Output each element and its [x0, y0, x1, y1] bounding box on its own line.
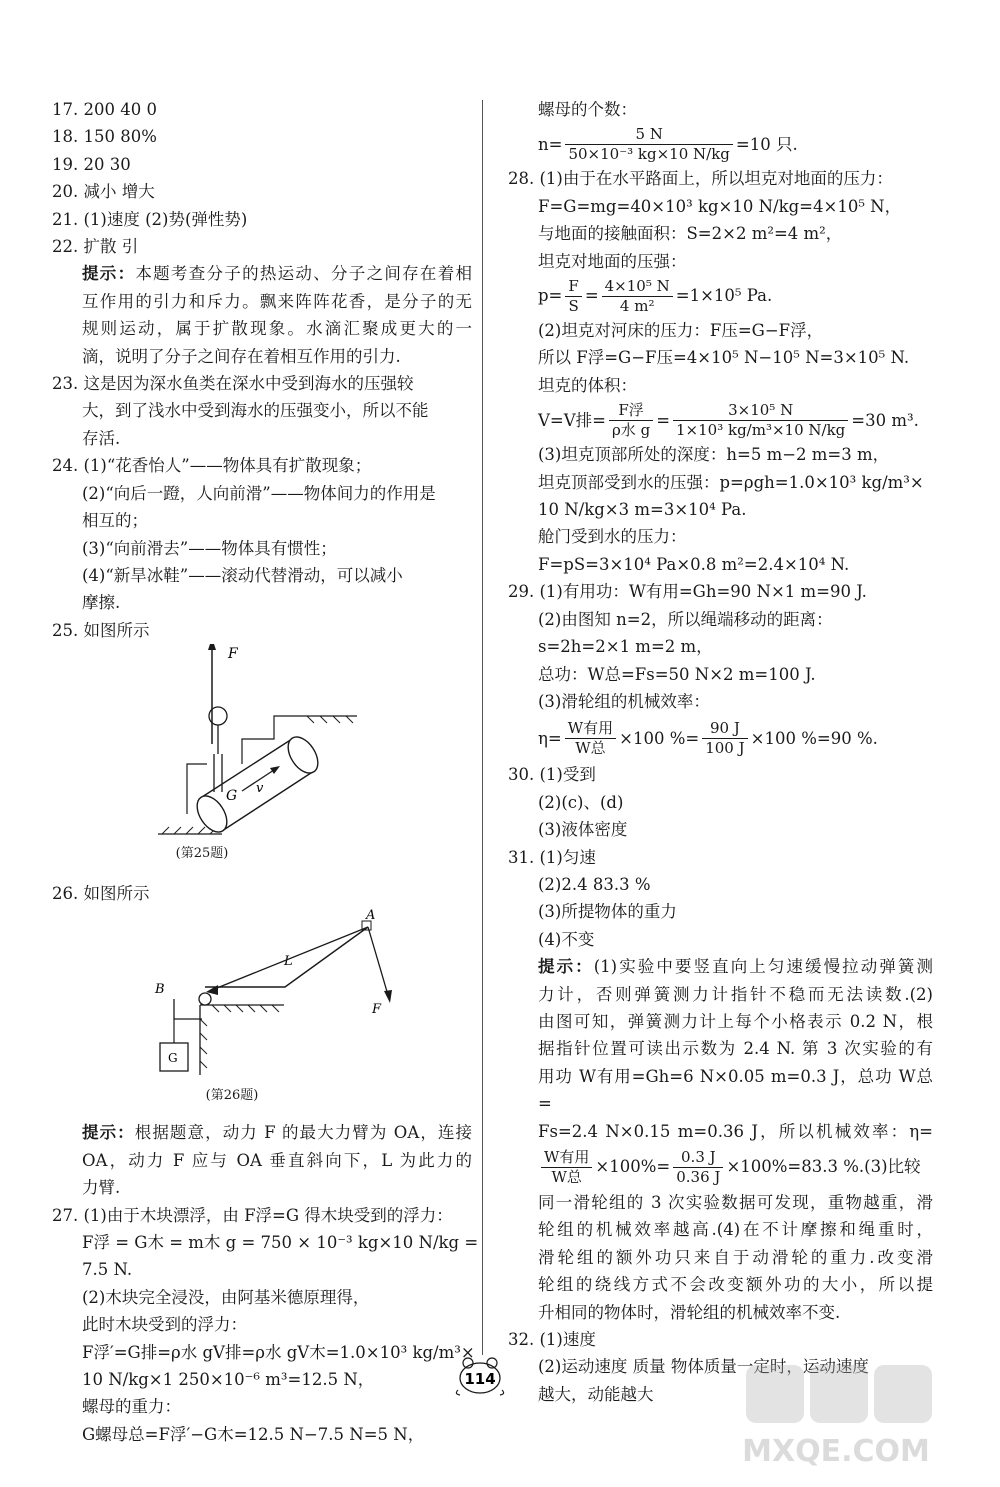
answer-29-cont: (2)由图知 n=2，所以绳端移动的距离： — [538, 609, 833, 629]
fraction: $\frac{5 N}{\text{50×10⁻³ kg×10 N/kg}}$ — [565, 125, 732, 164]
label-G: G — [226, 788, 238, 805]
label-F: F — [372, 1001, 382, 1017]
answer-31-cont: (4)不变 — [538, 929, 595, 949]
label-A: A — [366, 907, 376, 923]
hint-31-line: 轮组的绕线方式不会改变额外功的大小，所以提 — [538, 1275, 933, 1295]
formula-p: p= $\frac{F}{S}$ = $\frac{\text{4×10⁵ N}}{\text{4 m²}}$ =1×10⁵ Pa. — [538, 276, 773, 315]
hint-31-line: 提示：(1)实验中要竖直向上匀速缓慢拉动弹簧测 — [538, 957, 934, 977]
answer-28-cont: 所以 F浮=G−F压=4×10⁵ N−10⁵ N=3×10⁵ N. — [538, 348, 910, 368]
answer-28-cont: (2)坦克对河床的压力：F压=G−F浮， — [538, 321, 824, 341]
formula-n: n= $\frac{5 N}{\text{50×10⁻³ kg×10 N/kg}}$ =10 只. — [538, 124, 798, 163]
hint-22-line: 滴，说明了分子之间存在着相互作用的引力. — [82, 346, 401, 366]
hint-26-line: 提示：根据题意，动力 F 的最大力臂为 OA，连接 — [82, 1123, 472, 1143]
answer-22: 22. 扩散 引 — [52, 237, 139, 257]
answer-28-cont: 坦克的体积： — [538, 375, 637, 395]
answer-24: 24. (1)“花香怡人”——物体具有扩散现象； — [52, 456, 372, 476]
answer-28-cont: 坦克对地面的压强： — [538, 251, 687, 271]
label-v: v — [256, 781, 264, 797]
hint-26-line: 力臂. — [82, 1178, 121, 1198]
answer-20: 20. 减小 增大 — [52, 182, 155, 202]
hint-22-line: 提示：本题考查分子的热运动、分子之间存在着相 — [82, 264, 473, 284]
answer-23-cont: 大，到了浅水中受到海水的压强变小，所以不能 — [82, 401, 429, 421]
answer-29-cont: 总功：W总=Fs=50 N×2 m=100 J. — [538, 664, 816, 684]
answer-30-cont: (2)(c)、(d) — [538, 792, 624, 812]
answer-27-cont: 此时木块受到的浮力： — [82, 1315, 247, 1335]
answer-24-cont: (3)“向前滑去”——物体具有惯性； — [82, 538, 337, 558]
hint-31-line: 同一滑轮组的 3 次实验数据可发现，重物越重，滑 — [538, 1193, 933, 1212]
label-G: G — [168, 1050, 178, 1065]
formula-v: V=V排= $\frac{\text{F浮}}{\text{ρ水 g}}$ = $\frac{\text{3×10⁵ N}}{\text{1×10³ kg/m³×10 N/kg}}$ =30 m³. — [538, 400, 919, 439]
answer-28-cont: (3)坦克顶部所处的深度：h=5 m−2 m=3 m， — [538, 445, 890, 465]
fraction: $\frac{0.3 J}{0.36 J}$ — [673, 1148, 723, 1187]
answer-26: 26. 如图所示 — [52, 883, 150, 903]
hint-31-line: 据指针位置可读出示数为 2.4 N. 第 3 次实验的有 — [538, 1039, 933, 1059]
hint-22-line: 互作用的引力和斥力。飘来阵阵花香，是分子的无 — [82, 291, 472, 311]
answer-27-cont: G螺母总=F浮′−G木=12.5 N−7.5 N=5 N， — [82, 1424, 425, 1444]
answer-18: 18. 150 80% — [52, 127, 157, 147]
answer-27: 27. (1)由于木块漂浮，由 F浮=G 得木块受到的浮力： — [52, 1205, 453, 1225]
answer-31-cont: (2)2.4 83.3 % — [538, 874, 651, 894]
answer-24-cont: (4)“新旱冰鞋”——滚动代替滑动，可以减小 — [82, 565, 403, 585]
hint-31-line: 力计，否则弹簧测力计指针不稳而无法读数.(2) — [538, 984, 933, 1004]
answer-28-cont: 10 N/kg×3 m=3×10⁴ Pa. — [538, 500, 747, 520]
figure-26 — [52, 907, 472, 1082]
answer-29-cont: s=2h=2×1 m=2 m， — [538, 637, 713, 657]
answer-31-cont: (3)所提物体的重力 — [538, 902, 677, 922]
figure-25-diagram — [52, 644, 472, 840]
hint-31-line: 轮组的机械效率越高.(4)在不计摩擦和绳重时， — [538, 1220, 933, 1240]
frog-ornament-icon — [452, 1356, 508, 1396]
figure-26-caption: (第26题) — [205, 1087, 259, 1103]
label-F: F — [228, 646, 238, 663]
answer-24-cont: (2)“向后一蹬，人向前滑”——物体间力的作用是 — [82, 483, 436, 503]
fraction: $\frac{\text{W有用}}{\text{W总}}$ — [565, 719, 616, 758]
hint-label: 提示： — [82, 264, 136, 284]
answer-25: 25. 如图所示 — [52, 620, 150, 640]
answer-28-cont: 坦克顶部受到水的压强：p=ρgh=1.0×10³ kg/m³× — [538, 472, 924, 492]
answer-17: 17. 200 40 0 — [52, 100, 157, 119]
fraction: $\frac{F}{S}$ — [565, 277, 581, 316]
figure-26-diagram — [52, 907, 472, 1082]
formula-eta-hint: $\frac{\text{W有用}}{\text{W总}}$ ×100%= $\frac{0.3 J}{0.36 J}$ ×100%=83.3 %.(3)比较 — [508, 1145, 933, 1189]
answer-27-cont: 7.5 N. — [82, 1260, 133, 1280]
column-divider — [482, 100, 483, 1355]
hint-31-line: 用功 W有用=Gh=6 N×0.05 m=0.3 J，总功 W总= — [538, 1066, 933, 1114]
answer-24-cont: 摩擦. — [82, 593, 121, 613]
answer-30: 30. (1)受到 — [508, 765, 596, 785]
answer-28-cont: F=G=mg=40×10³ kg×10 N/kg=4×10⁵ N， — [538, 196, 902, 216]
watermark-text: MXQE.COM — [742, 1434, 930, 1469]
watermark-logo-icon — [686, 1357, 986, 1477]
formula-eta: η= $\frac{\text{W有用}}{\text{W总}}$ ×100 %= $\frac{90 J}{100 J}$ ×100 %=90 %. — [538, 718, 878, 757]
answer-23-cont: 存活. — [82, 428, 121, 448]
watermark — [686, 1357, 986, 1477]
hint-label: 提示： — [82, 1123, 135, 1143]
answer-27-cont: 螺母的个数： — [538, 100, 637, 119]
hint-26-line: OA，动力 F 应与 OA 垂直斜向下，L 为此力的 — [82, 1150, 472, 1170]
answer-28: 28. (1)由于在水平路面上，所以坦克对地面的压力： — [508, 169, 893, 189]
answer-27-cont: F浮 = G木 = m木 g = 750 × 10⁻³ kg×10 N/kg = — [82, 1232, 479, 1252]
answer-31: 31. (1)匀速 — [508, 847, 596, 867]
answer-28-cont: 与地面的接触面积：S=2×2 m²=4 m²， — [538, 224, 843, 244]
page-number: 114 — [464, 1370, 496, 1388]
hint-31-line: 由图可知，弹簧测力计上每个小格表示 0.2 N，根 — [538, 1011, 933, 1031]
answer-29: 29. (1)有用功：W有用=Gh=90 N×1 m=90 J. — [508, 582, 867, 602]
answer-27-cont: F浮′=G排=ρ水 gV排=ρ水 gV木=1.0×10³ kg/m³× — [82, 1342, 475, 1362]
left-column — [52, 96, 479, 1448]
answer-21: 21. (1)速度 (2)势(弹性势) — [52, 209, 248, 229]
answer-19: 19. 20 30 — [52, 154, 131, 174]
hint-31-line: 滑轮组的额外功只来自于动滑轮的重力.改变滑 — [538, 1247, 933, 1267]
fraction: $\frac{\text{W有用}}{\text{W总}}$ — [541, 1148, 592, 1187]
answer-27-cont: (2)木块完全浸没，由阿基米德原理得， — [82, 1287, 370, 1307]
figure-25-caption: (第25题) — [175, 846, 229, 862]
page-number-badge — [452, 1356, 508, 1396]
answer-29-cont: (3)滑轮组的机械效率： — [538, 691, 710, 711]
figure-25 — [52, 644, 472, 840]
fraction: $\frac{\text{4×10⁵ N}}{\text{4 m²}}$ — [602, 277, 673, 316]
hint-label: 提示： — [538, 957, 594, 977]
answer-28-cont: F=pS=3×10⁴ Pa×0.8 m²=2.4×10⁴ N. — [538, 554, 850, 574]
answer-32-cont: 越大，动能越大 — [538, 1384, 654, 1404]
label-L: L — [284, 953, 293, 969]
answer-30-cont: (3)液体密度 — [538, 820, 628, 840]
hint-31-line: Fs=2.4 N×0.15 m=0.36 J，所以机械效率：η= — [538, 1121, 933, 1141]
answer-23: 23. 这是因为深水鱼类在深水中受到海水的压强较 — [52, 374, 414, 394]
label-B: B — [155, 981, 165, 997]
fraction: $\frac{90 J}{100 J}$ — [702, 719, 747, 758]
fraction: $\frac{\text{F浮}}{\text{ρ水 g}}$ — [609, 401, 653, 440]
answer-28-cont: 舱门受到水的压力： — [538, 527, 687, 547]
answer-32: 32. (1)速度 — [508, 1330, 596, 1350]
hint-22-line: 规则运动，属于扩散现象。水滴汇聚成更大的一 — [82, 319, 472, 339]
answer-24-cont: 相互的； — [82, 511, 148, 531]
answer-27-cont: 10 N/kg×1 250×10⁻⁶ m³=12.5 N， — [82, 1370, 375, 1389]
hint-31-line: 升相同的物体时，滑轮组的机械效率不变. — [538, 1302, 841, 1322]
right-column — [508, 96, 933, 1408]
fraction: $\frac{\text{3×10⁵ N}}{\text{1×10³ kg/m³×10 N/kg}}$ — [673, 401, 848, 440]
answer-27-cont: 螺母的重力： — [82, 1397, 181, 1417]
answer-32-cont: (2)运动速度 质量 物体质量一定时，运动速度 — [538, 1357, 869, 1377]
